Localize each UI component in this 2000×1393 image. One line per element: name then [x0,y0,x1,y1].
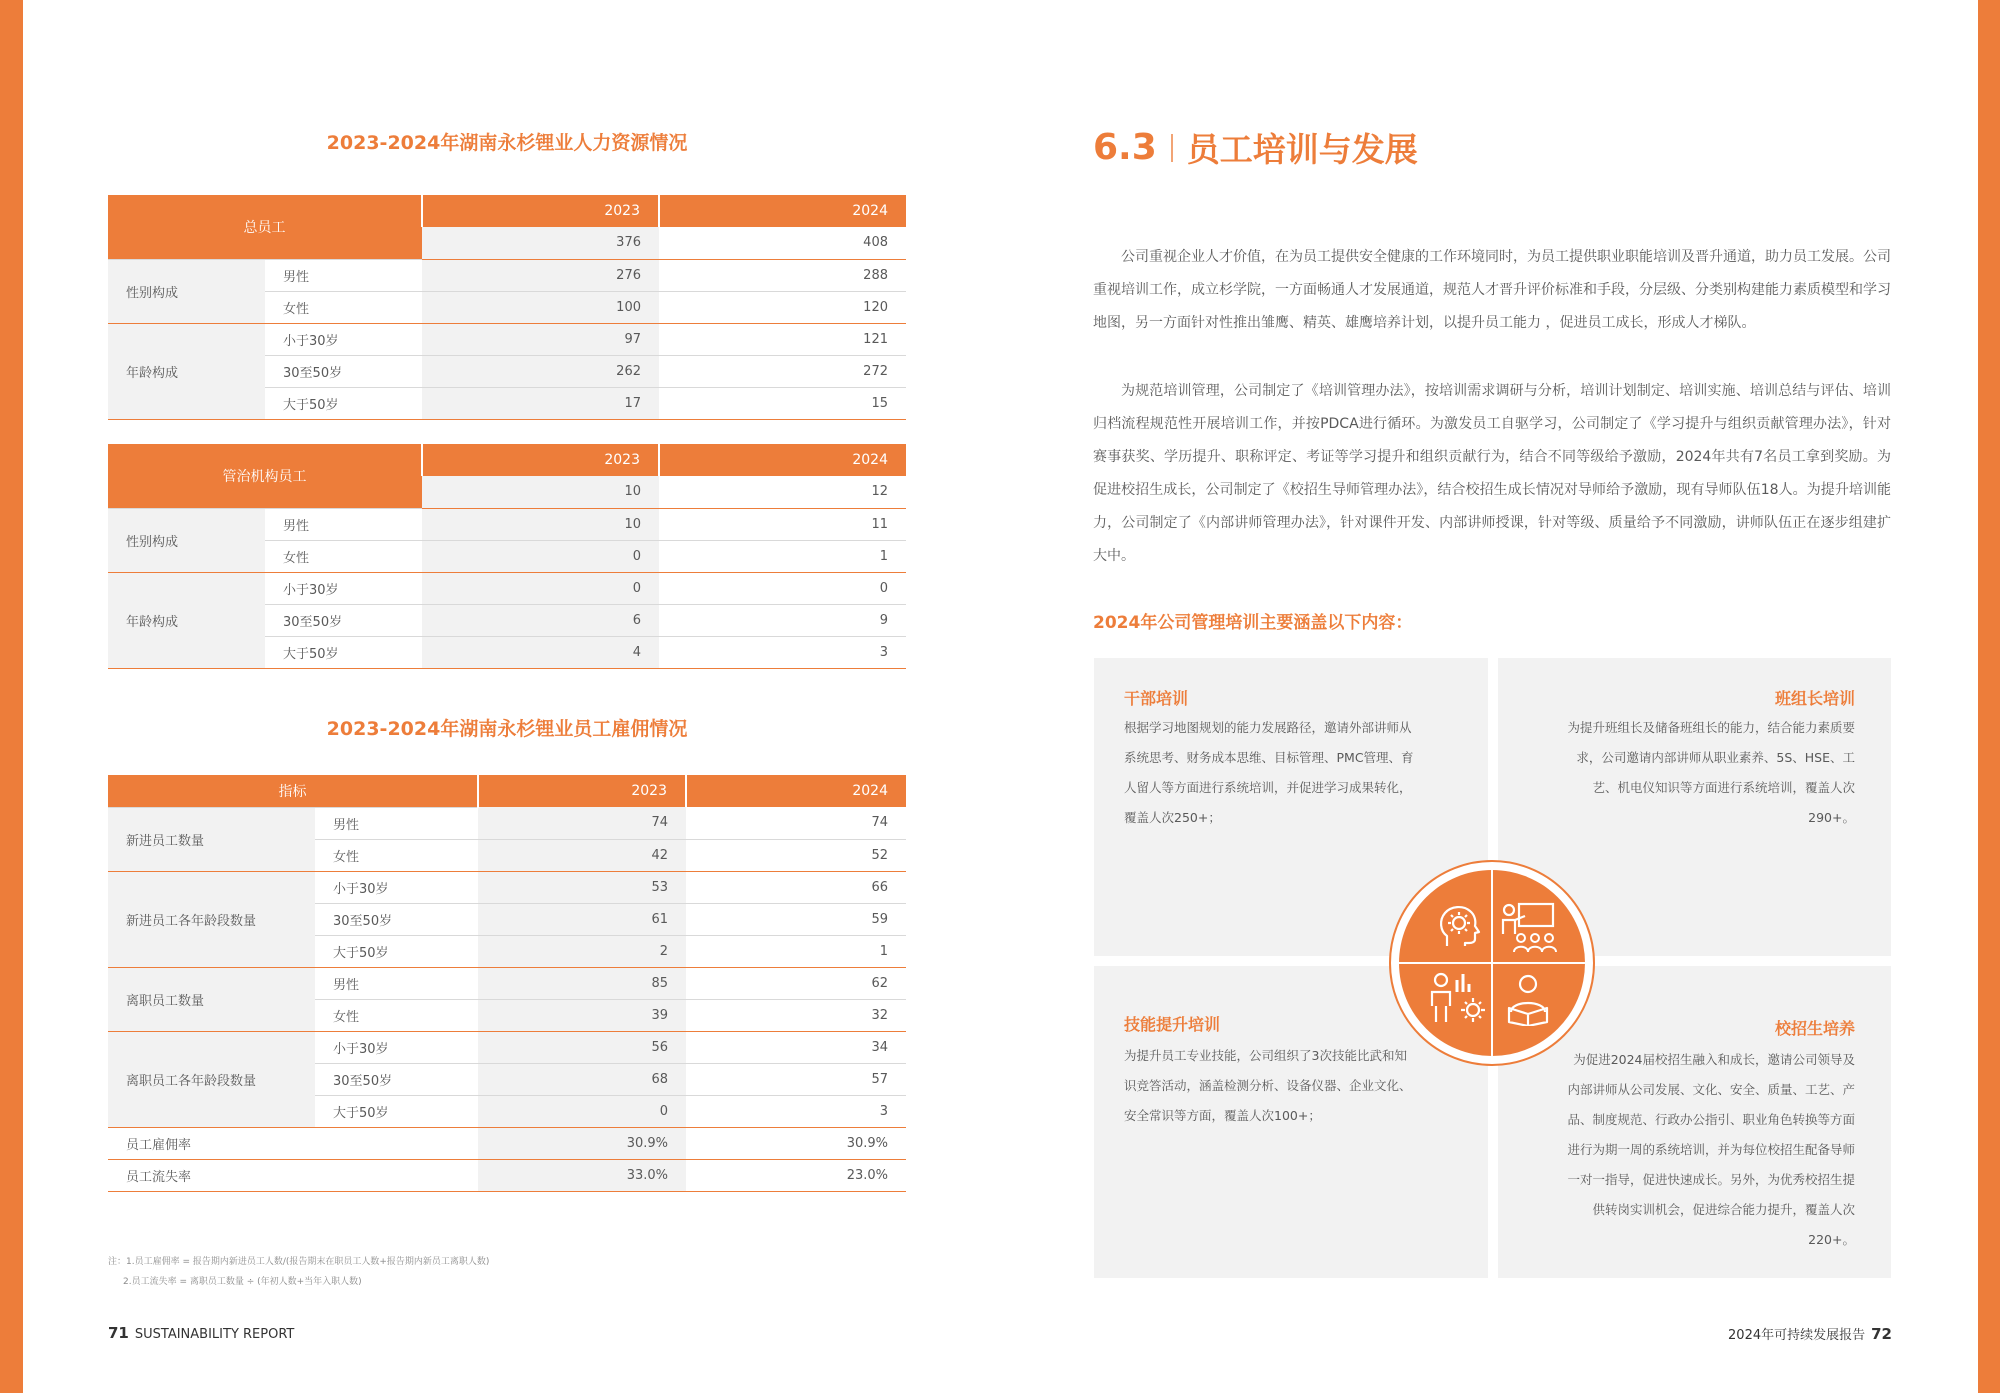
gov-year-2023: 2023 [422,444,659,476]
table-cell-2024: 15 [659,387,906,419]
table-cell-2024: 288 [659,259,906,291]
reader-book-icon [1503,972,1553,1026]
right-page-edge-band [1978,0,2000,1393]
right-folio-text: 2024年可持续发展报告 [1728,1328,1866,1343]
table-cell-2024: 57 [686,1063,906,1095]
table-cell-2023: 262 [422,355,659,387]
table-cell-2023: 2 [478,935,686,967]
table-cell-2023: 68 [478,1063,686,1095]
right-page-folio [1728,1324,1892,1343]
turnover-rate-2023: 33.0% [478,1159,686,1191]
card-title: 干部培训 [1124,689,1189,708]
table-cell-2023: 39 [478,999,686,1031]
table-cell-2023: 42 [478,839,686,871]
table-cell-2023: 74 [478,807,686,839]
employment-year-2023: 2023 [478,775,686,807]
table-cell-2024: 1 [686,935,906,967]
table-row-label: 女性 [265,540,422,572]
table-row-label: 小于30岁 [265,323,422,355]
leavers-age-label: 离职员工各年龄段数量 [108,1031,315,1127]
card-body: 为提升员工专业技能，公司组织了3次技能比武和知识竞答活动，涵盖检测分析、设备仪器、企业文化、安全常识等方面，覆盖人次100+； [1124,1048,1412,1123]
worker-chart-icon [1429,970,1487,1026]
hr-year-2023: 2023 [422,195,659,227]
hire-rate-2024: 30.9% [686,1127,906,1159]
footnote-turnover-rate: 2.员工流失率 = 离职员工数量 ÷ (年初人数+当年入职人数) [123,1277,362,1287]
training-hub-emblem [1389,860,1595,1066]
table-cell-2023: 276 [422,259,659,291]
table-cell-2024: 66 [686,871,906,903]
gov-total-2024: 12 [659,476,906,508]
footnote-hire-rate: 注：1.员工雇佣率 = 报告期内新进员工人数/(报告期末在职员工人数+报告期内新员工离职人数) [108,1257,490,1267]
gov-total-label: 管治机构员工 [108,444,422,508]
table-cell-2024: 3 [686,1095,906,1127]
left-page-number: 71 [108,1324,129,1342]
hr-total-2024: 408 [659,227,906,259]
table-row-label: 女性 [265,291,422,323]
hr-total-label: 总员工 [108,195,422,259]
table-row-label: 男性 [265,508,422,540]
table-row-label: 30至50岁 [265,355,422,387]
table-row-label: 大于50岁 [265,636,422,668]
intro-paragraph: 公司重视企业人才价值，在为员工提供安全健康的工作环境同时，为员工提供职业职能培训及晋升通道，助力员工发展。公司重视培训工作，成立杉学院，一方面畅通人才发展通道，规范人才晋升评价标准和手段，分层级、分类别构建能力素质模型和学习地图，另一方面针对性推出雏鹰、精英、雄鹰培养计划，以提升员工能力 ，促进员工成长，形成人才梯队。 [1093,249,1891,331]
table-cell-2024: 74 [686,807,906,839]
hr-gender-label: 性别构成 [108,259,265,323]
table-row-label: 小于30岁 [315,871,478,903]
turnover-rate-label: 员工流失率 [108,1159,478,1191]
table-cell-2024: 34 [686,1031,906,1063]
employment-table-title: 2023-2024年湖南永杉锂业员工雇佣情况 [326,718,688,740]
table-cell-2024: 52 [686,839,906,871]
table-row-label: 小于30岁 [315,1031,478,1063]
table-cell-2023: 10 [422,508,659,540]
table-cell-2024: 11 [659,508,906,540]
new-hires-label: 新进员工数量 [108,807,315,871]
table-cell-2023: 100 [422,291,659,323]
table-cell-2023: 17 [422,387,659,419]
hr-age-label: 年龄构成 [108,323,265,419]
hr-table [108,195,906,420]
hub-disc [1399,870,1585,1056]
table-cell-2024: 62 [686,967,906,999]
left-page-folio [108,1324,294,1342]
head-gear-icon [1433,900,1485,952]
table-row-label: 大于50岁 [315,1095,478,1127]
employment-indicator-header: 指标 [108,775,478,807]
section-number: 6.3 [1093,127,1157,168]
turnover-rate-2024: 23.0% [686,1159,906,1191]
table-row-label: 女性 [315,999,478,1031]
left-page-edge-band [0,0,23,1393]
table-cell-2023: 85 [478,967,686,999]
table-row-label: 男性 [265,259,422,291]
hr-year-2024: 2024 [659,195,906,227]
new-hires-age-label: 新进员工各年龄段数量 [108,871,315,967]
card-title: 班组长培训 [1774,689,1855,708]
card-body: 为提升班组长及储备班组长的能力，结合能力素质要求，公司邀请内部讲师从职业素养、5S、HSE、工艺、机电仪知识等方面进行系统培训，覆盖人次290+。 [1567,720,1855,825]
table-cell-2023: 56 [478,1031,686,1063]
left-folio-text: SUSTAINABILITY REPORT [134,1327,295,1342]
table-cell-2023: 61 [478,903,686,935]
card-title: 校招生培养 [1774,1019,1855,1038]
table-cell-2024: 120 [659,291,906,323]
section-heading [1093,124,1418,171]
governance-table [108,444,906,669]
training-policy-paragraph: 为规范培训管理，公司制定了《培训管理办法》，按培训需求调研与分析，培训计划制定、培训实施、培训总结与评估、培训归档流程规范性开展培训工作，并按PDCA进行循环。为激发员工自驱学习，公司制定了《学习提升与组织贡献管理办法》，针对赛事获奖、学历提升、职称评定、考证等学习提升和组织贡献行为，结合不同等级给予激励，2024年共有7名员工拿到奖励。为促进校招生成长，公司制定了《校招生导师管理办法》，结合校招生成长情况对导师给予激励，现有导师队伍18人。为提升培训能力，公司制定了《内部讲师管理办法》，针对课件开发、内部讲师授课，针对等级、质量给予不同激励，讲师队伍正在逐步组建扩大中。 [1093,383,1891,564]
table-cell-2024: 9 [659,604,906,636]
table-row-label: 大于50岁 [315,935,478,967]
table-row-label: 小于30岁 [265,572,422,604]
table-cell-2024: 0 [659,572,906,604]
table-cell-2023: 0 [478,1095,686,1127]
employment-table [108,775,906,1192]
table-cell-2023: 0 [422,540,659,572]
table-cell-2023: 0 [422,572,659,604]
gov-gender-label: 性别构成 [108,508,265,572]
hire-rate-2023: 30.9% [478,1127,686,1159]
table-cell-2024: 3 [659,636,906,668]
training-subheading: 2024年公司管理培训主要涵盖以下内容： [1093,613,1413,633]
table-row-label: 30至50岁 [265,604,422,636]
table-row-label: 30至50岁 [315,1063,478,1095]
right-page-number: 72 [1871,1325,1892,1343]
hub-divider-horizontal [1399,962,1585,964]
table-cell-2024: 32 [686,999,906,1031]
gov-total-2023: 10 [422,476,659,508]
trainer-board-icon [1499,900,1557,954]
table-cell-2023: 97 [422,323,659,355]
table-cell-2023: 4 [422,636,659,668]
table-row-label: 30至50岁 [315,903,478,935]
table-cell-2023: 6 [422,604,659,636]
table-cell-2024: 121 [659,323,906,355]
section-title: 员工培训与发展 [1186,130,1418,169]
leavers-label: 离职员工数量 [108,967,315,1031]
heading-divider [1171,134,1173,162]
table-row-label: 大于50岁 [265,387,422,419]
gov-year-2024: 2024 [659,444,906,476]
table-row-label: 女性 [315,839,478,871]
table-cell-2024: 272 [659,355,906,387]
hr-table-title: 2023-2024年湖南永杉锂业人力资源情况 [326,132,688,154]
table-row-label: 男性 [315,967,478,999]
card-title: 技能提升培训 [1124,1015,1221,1034]
gov-age-label: 年龄构成 [108,572,265,668]
card-body: 根据学习地图规划的能力发展路径，邀请外部讲师从系统思考、财务成本思维、目标管理、PMC管理、育人留人等方面进行系统培训，并促进学习成果转化，覆盖人次250+； [1124,720,1414,825]
table-row-label: 男性 [315,807,478,839]
table-cell-2024: 1 [659,540,906,572]
table-cell-2024: 59 [686,903,906,935]
hire-rate-label: 员工雇佣率 [108,1127,478,1159]
card-body: 为促进2024届校招生融入和成长，邀请公司领导及内部讲师从公司发展、文化、安全、质量、工艺、产品、制度规范、行政办公指引、职业角色转换等方面进行为期一周的系统培训，并为每位校招生配备导师一对一指导，促进快速成长。另外，为优秀校招生提供转岗实训机会，促进综合能力提升，覆盖人次220+。 [1567,1052,1855,1247]
hr-total-2023: 376 [422,227,659,259]
table-cell-2023: 53 [478,871,686,903]
employment-year-2024: 2024 [686,775,906,807]
